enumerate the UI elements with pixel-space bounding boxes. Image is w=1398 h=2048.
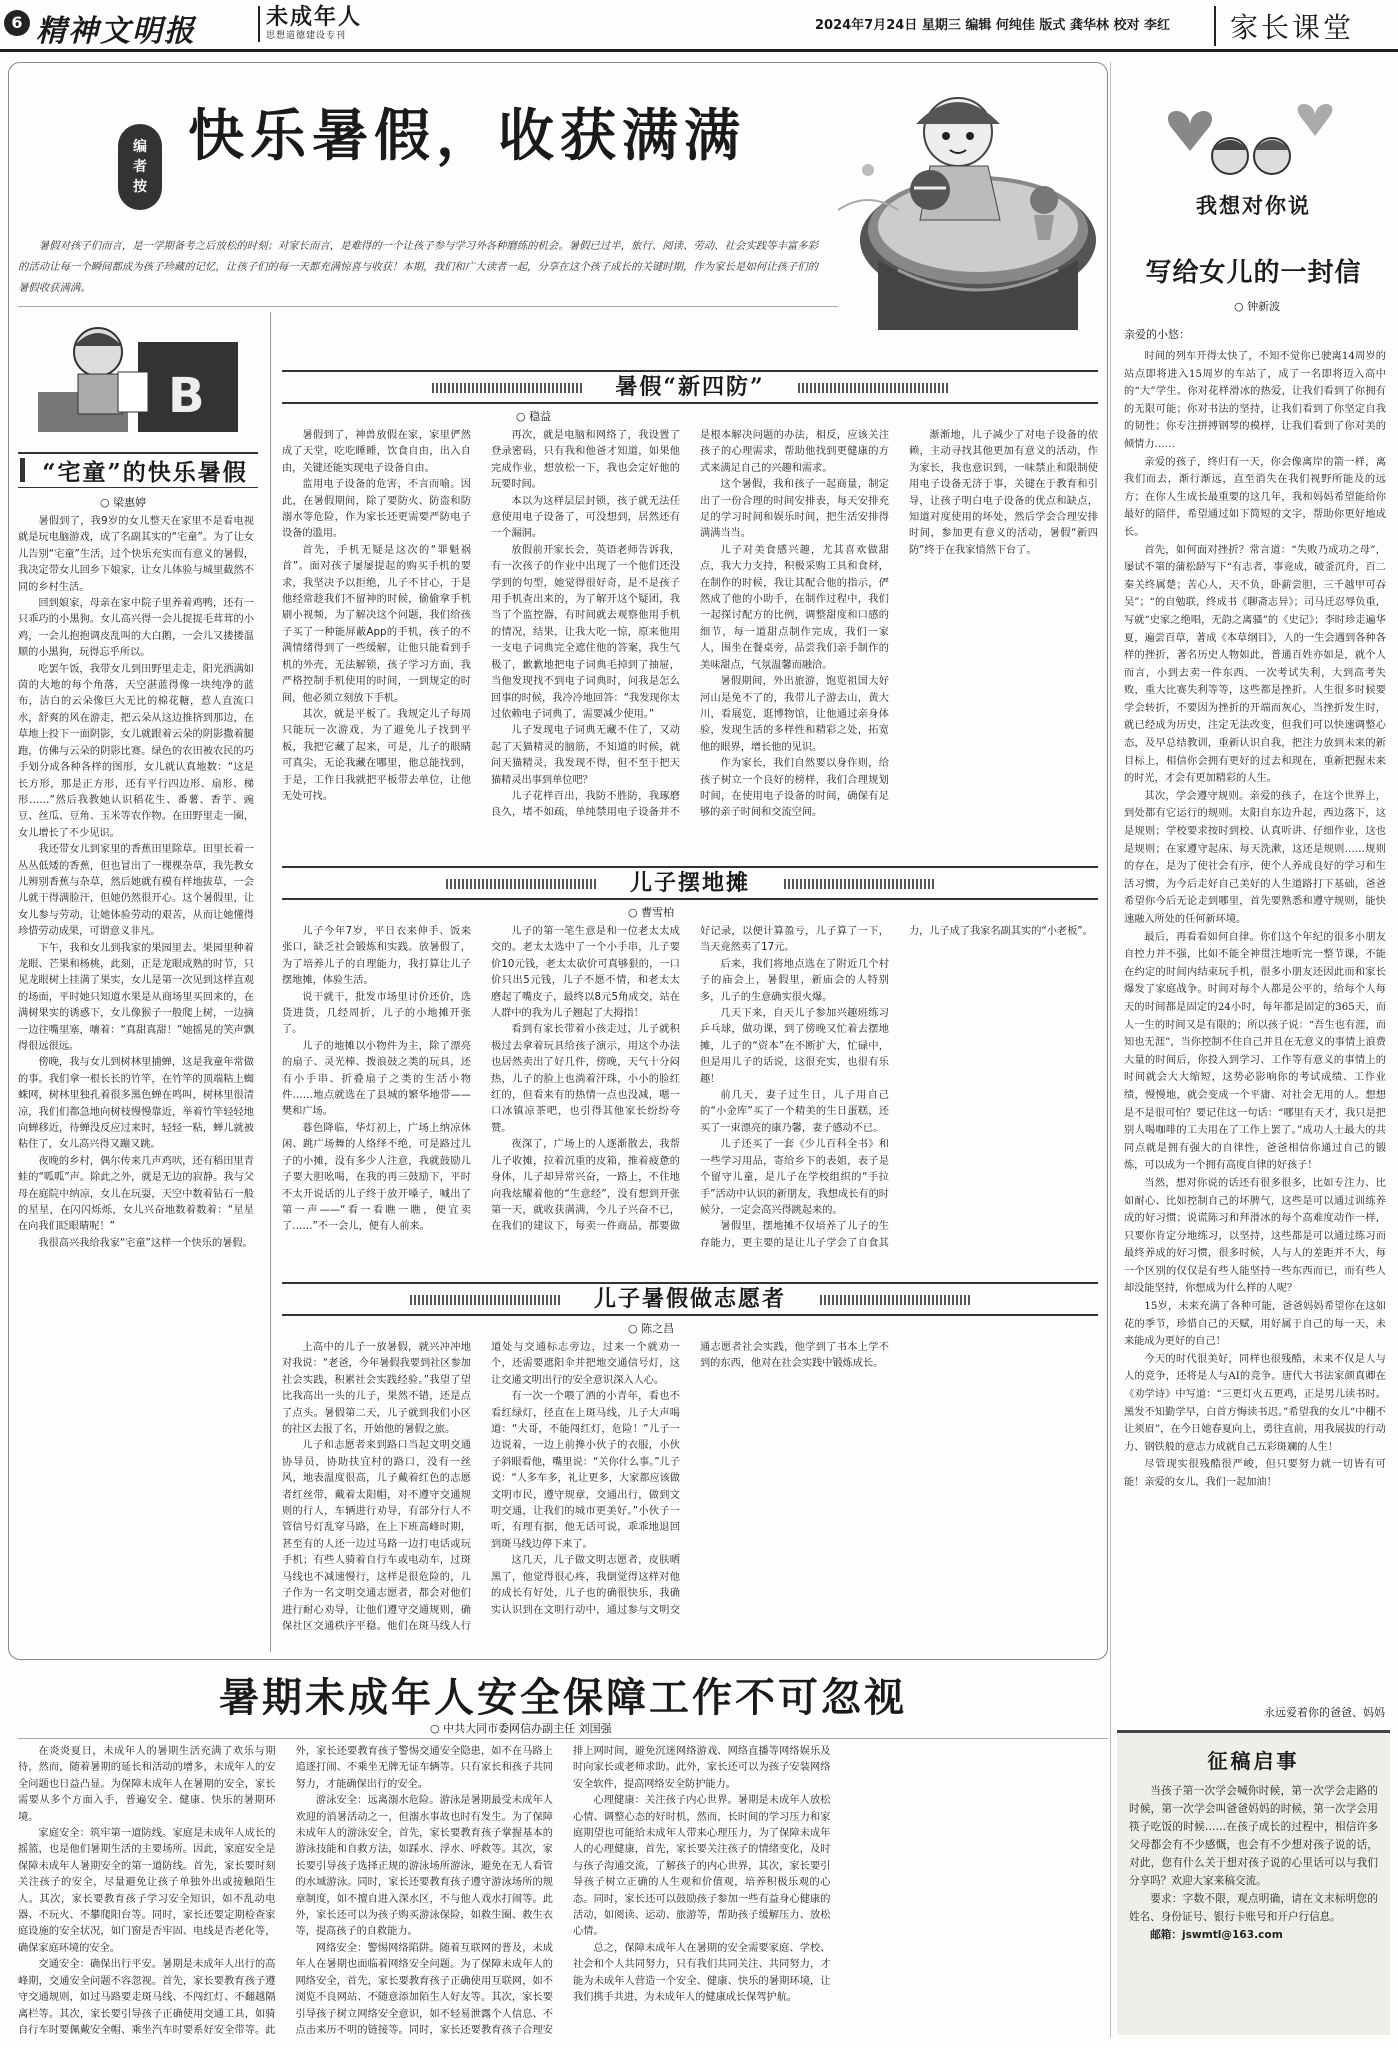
- title-bar-decor: [820, 1295, 970, 1305]
- paragraph: 家庭安全：筑牢第一道防线。家庭是未成年人成长的摇篮，也是他们暑期生活的主要场所。因此，家庭安全是保障未成年人暑期安全的第一道防线。首先，家长要时刻关注孩子的安全，尽量避免让孩子单独外出或接触陌生人。其次，家长要教育孩子学习安全知识，如不乱动电器、不玩火、不攀爬阳台等。同时，家长还要定期检查家庭设施的安全状况，如门窗是否牢固、电线是否老化等，确保家庭环境的安全。: [18, 1828, 276, 1954]
- letter-body: [1124, 348, 1386, 1698]
- paragraph: 这个暑假，我和孩子一起商量，制定出了一份合理的时间安排表，每天安排充足的学习时间和娱乐时间，把生活安排得满满当当。: [700, 479, 889, 540]
- sub-masthead: [258, 6, 362, 42]
- paragraph: 其次，就是平板了。我规定儿子每周只能玩一次游戏，为了避免儿子找到平板，我把它藏了起来，可是，儿子的眼睛可真尖，无论我藏在哪里，他总能找到，于是，工作日我就把平板带去单位，让他无处可找。: [282, 708, 471, 802]
- zhaitong-title-mark: [20, 458, 25, 482]
- title-bar-decor: [410, 1295, 560, 1305]
- paragraph: 暑假到了，我9岁的女儿整天在家里不是看电视就是玩电脑游戏，成了名副其实的“宅童”。为了让女儿告别“宅童”生活，过个快乐充实而有意义的暑假，我决定带女儿回乡下娘家，让女儿体验与城里截然不同的乡村生活。: [18, 516, 254, 593]
- paragraph: 暮色降临，华灯初上，广场上纳凉休闲、跳广场舞的人络绎不绝，可是路过儿子的小摊，没有多少人注意，我就鼓励儿子要大胆吆喝，在我的再三鼓励下，平时不太开说话的儿子终于放开嗓子，喊出了第一声——“看一看瞧一瞧，便宜卖了……”不一会儿，便有人前来。: [282, 1122, 471, 1233]
- paragraph: 再次，就是电脑和网络了，我设置了登录密码，只有我和他爸才知道，如果他完成作业，想放松一下，我也会定好他的玩要时间。: [491, 430, 680, 491]
- paragraph: 后来，我们将地点选在了附近几个村子的庙会上，暑假里，新庙会的人特别多，儿子的生意确实很火爆。: [700, 958, 889, 1003]
- page-header: [0, 0, 1398, 52]
- badge-char: 按: [133, 179, 147, 195]
- paragraph: 要求：字数不限，观点明确，请在文末标明您的姓名、身份证号、银行卡账号和开户行信息。: [1129, 1893, 1378, 1923]
- baidi-title-box: [282, 866, 1098, 900]
- paragraph: 傍晚，我与女儿到树林里捕蝉，这是我童年常做的事。我们拿一根长长的竹竿，在竹竿的顶端粘上蜘蛛网，树林里独孔着很多黑色蝉在鸣叫，树林里很清凉，我们们都急地向树枝慢慢靠近，举着竹竿轻轻地向蝉移近，待蝉没反应过来时，轻轻一粘，蝉儿就被粘住了，女儿高兴得又蹦又跳。: [18, 1057, 254, 1151]
- kids-hearts-illustration: [1150, 96, 1350, 196]
- paragraph: 渐渐地，儿子减少了对电子设备的依赖，主动寻找其他更加有意义的活动，作为家长，我也意识到，一味禁止和限制使用电子设备无济于事，关键在于教育和引导，让孩子明白电子设备的优点和缺点，知道对度使用的坏处，然后学会合理安排时间，参加更有意义的活动，暑假“新四防”终于在我家悄然下台了。: [909, 430, 1098, 556]
- paragraph: 暑假里，摆地摊不仅培养了儿子的生存能力，更主要的是让儿子学会了自食其力，儿子成了我家名副其实的“小老板”。: [700, 926, 1093, 1249]
- paragraph: 在炎炎夏日，未成年人的暑期生活充满了欢乐与期待，然而，随着暑期的延长和活动的增多，未成年人的安全问题也日益凸显。为保障未成年人在暑期的安全，家长需要从多个方面入手，普遍安全、健康、快乐的暑期环境。: [18, 1746, 276, 1823]
- zhaitong-body: [18, 514, 254, 1650]
- paragraph: 上高中的儿子一放暑假，就兴冲冲地对我说：“老爸，今年暑假我要到社区参加社会实践，积累社会实践经验。”我望了望比我高出一头的儿子，果然不错，还是点了点头。暑假第二天，儿子就到我们小区的社区去报了名，开始他的暑假之旅。: [282, 1342, 471, 1436]
- paragraph: 放假前开家长会，英语老师告诉我，有一次孩子的作业中出现了一个他们还没学到的句型，她觉得很好奇，是不是孩子用手机查出来的，为了解开这个疑团，我当了个监控器，有时间就去观察他用手机的情况，结果，让我大吃一惊，原来他用一支电子词典完全遮住他的答案，我生气极了，歉歉地把电子词典毛掉到了抽屉，当他发现找不到电子词典时，问我是怎么回事的时候，我冷冷地回答：“我发现你太过依赖电子词典了，需要减少使用。”: [491, 544, 680, 720]
- baidi-title: 儿子摆地摊: [629, 870, 750, 896]
- title-bar-decor: [798, 383, 948, 393]
- paragraph: 监用电子设备的危害，不言而喻。因此，在暑假期间，除了要防火、防盗和防溺水等危险，作为家长还更需要严防电子设备的滥用。: [282, 479, 471, 540]
- sifang-title-box: [282, 370, 1098, 404]
- boy-svg: [18, 312, 258, 442]
- girl-watermelon-illustration: [838, 70, 1104, 340]
- sub-masthead-subtitle: 思想道德建设专刊: [266, 31, 347, 41]
- paragraph: 有一次一个喂了酒的小青年，看也不看红绿灯，径直在上斑马线，儿子大声喝道：“大哥，不能闯红灯，危险！”儿子一边说着，一边上前搀小伙子的衣服，小伙子斜眼看他，嘴里说：“关你什么事。”儿子说：“人多车多，礼让更多，大家都应该做文明市民，遵守规章，交通出行，做到文明交通，让我们的城市更美好。”小伙子一听，有理有据，他无话可说，乖乖地退回到斑马线边停下来了。: [491, 1391, 680, 1550]
- zhiyuan-title: 儿子暑假做志愿者: [593, 1286, 786, 1312]
- baidi-byline: ○ 曹雪柏: [628, 906, 675, 919]
- paragraph: 这几天，儿子做文明志愿者，皮肤晒黑了，他觉得很心疼，我倒觉得这样对他的成长有好处，儿子也的确很快乐，我确实认识到在文明行动中，通过参与文明交通志愿者社会实践，他学到了书本上学不到的东西，他对在社会实践中锻炼成长。: [491, 1342, 889, 1616]
- editor-note-text: 暑假对孩子们而言，是一学期备考之后放松的时刻；对家长而言，是难得的一个让孩子参与学习外各种磨练的机会。暑假已过半，旅行、阅读、劳动、社会实践等丰富多彩的活动让每一个瞬间都成为孩子珍藏的记忆，让孩子们的每一天都充满惊喜与收获！本期，我们和广大读者一起，分享在这个孩子成长的关键时期，作为家长是如何让孩子们的暑假收获满满。: [18, 240, 819, 294]
- letter-byline: ○ 钟新波: [1234, 300, 1281, 313]
- column-divider: [270, 312, 271, 1652]
- paragraph: 我还带女儿到家里的香蕉田里除草。田里长着一丛丛低矮的香蕉，但也冒出了一棵棵杂草，我先教女儿辨别香蕉与杂草，然后她就有模有样地拔草，一会儿就干得满脸汗，但她仍然很开心。这个暑假里，让女儿参与劳动，让她体验劳动的艰苦，从而让她懂得珍惜劳动成果，可谓意义非凡。: [18, 844, 254, 938]
- paragraph: 网络安全：警惕网络陷阱。随着互联网的普及，未成年人在暑期也面临着网络安全问题。为了保障未成年人的网络安全，首先，家长要教育孩子正确使用互联网，如不浏览不良网站、不随意添加陌生人好友等。其次，家长要引导孩子树立网络安全意识，如不轻易泄露个人信息、不点击来历不明的链接等。同时，家长还要教育孩子合理安排上网时间，避免沉迷网络游戏、网络直播等网络娱乐及时向家长或老师求助。此外，家长还可以为孩子安装网络安全软件，提高网络安全防护能力。: [295, 1746, 831, 2036]
- section-name: 家长课堂: [1214, 6, 1354, 46]
- paragraph: 亲爱的孩子，终归有一天，你会像离岸的箭一样，离我们而去，渐行渐远，直至消失在我们视野所能及的远方；在你人生成长最重要的这几年，我和妈妈希望能给你最好的陪伴，希望通过如下简短的文字，帮助你更好地成长。: [1124, 456, 1386, 538]
- paragraph: 儿子的地摊以小物件为主，除了漂亮的扇子、灵光棒、拨浪鼓之类的玩具，还有小手串、折叠扇子之类的生活小物件……地点就选在了县城的繁华地带——樊和广场。: [282, 1040, 471, 1118]
- byline-author: 钟新波: [1247, 300, 1281, 313]
- paragraph: 儿子今年7岁，平日衣来伸手、饭来张口，缺乏社会锻炼和实践。放暑假了，为了培养儿子的自理能力，我打算让儿子摆地摊，体验生活。: [282, 926, 471, 987]
- letter-title: 写给女儿的一封信: [1145, 258, 1362, 288]
- paragraph: 暑假到了，神兽放假在家，家里俨然成了天堂，吃吃睡睡，饮食自由，出入自由，关键还能实现电子设备自由。: [282, 430, 471, 474]
- editor-note-badge: [118, 124, 162, 210]
- title-bar-decor: [784, 879, 934, 889]
- byline-author: 稳益: [529, 410, 552, 423]
- paragraph: 其次，学会遵守规则。亲爱的孩子，在这个世界上，到处都有它运行的规则。太阳自东边升起，西边落下，这是规则；学校要求按时到校、认真听讲、仔细作业，这也是规则；在家遵守起床、每天洗漱，这还是规则……规则的存在，是为了使社会有序，使个人养成良好的学习和生活习惯，为今后走好自己美好的人生道路打下基础，爸爸希望你今后无论走到哪里，首先要熟悉和遵守规则，能快速融入所处的任何新环境。: [1124, 790, 1386, 925]
- anquan-divider: [18, 1738, 1108, 1739]
- paragraph: 回到娘家，母亲在家中院子里养着鸡鸭，还有一只乖巧的小黑狗。女儿高兴得一会儿捉捉毛茸茸的小鸡，一会儿抱抱调皮乱叫的大白鹅，一会儿又搂搂温顺的小黑狗，玩得忘乎所以。: [18, 598, 254, 659]
- zhiyuan-body: [282, 1340, 1098, 1650]
- letter-signature: 永远爱着你的爸爸、妈妈: [1264, 1706, 1385, 1719]
- paragraph: 15岁，未来充满了各种可能，爸爸妈妈希望你在这如花的季节，珍惜自己的天赋，用好属于自己的每一天，未来能成为更好的自己！: [1124, 1301, 1386, 1348]
- notice-title: 征稿启事: [1207, 1749, 1300, 1773]
- issue-info: 2024年7月24日 星期三 编辑 何纯佳 版式 龚华林 校对 李红: [815, 18, 1170, 33]
- badge-char: 编: [133, 139, 147, 155]
- paragraph: 儿子还买了一套《少儿百科全书》和一些学习用品，寄给乡下的表姐，表子是个留守儿童，是儿子在学校组织的“手拉手”活动中认识的新朋友，我想成长有的时候分，一定会高兴得跳起来的。: [700, 1139, 889, 1216]
- zhiyuan-byline: ○ 陈之昌: [628, 1322, 675, 1335]
- paragraph: 儿子的第一笔生意是和一位老太太成交的。老太太选中了一个小手串，儿子要价10元钱，老太太砍价可真够狠的，一口价只出5元钱，儿子不愿不情，和老太太磨起了嘴皮子，最终以8元5角成交，站在人群中的我为儿子翘起了大拇指！: [491, 926, 680, 1020]
- call-for-papers-box: [1117, 1730, 1390, 2035]
- sifang-title: 暑假“新四防”: [615, 374, 765, 400]
- notice-body: [1117, 1782, 1390, 2032]
- page-number: 6: [4, 10, 30, 36]
- kids-svg: [1150, 96, 1350, 196]
- paragraph: 今天的时代很美好，同样也很残酷，未来不仅是人与人的竞争，还将是人与AI的竞争。唐代大书法家颜真卿在《劝学诗》中写道：“三更灯火五更鸡，正是男儿读书时。黑发不知勤学早，白首方悔读书迟。”希望我的女儿“中棚不让须眉”，在今日她春夏向上，勇往直前，用我展拔的行动力、钢铁般的意志力成就自己五彩斑斓的人生！: [1124, 1353, 1386, 1453]
- paragraph: 儿子和志愿者来到路口当起文明交通协导员，协助扶宜村的路口，没有一丝风，地表温度很高，儿子戴着红色的志愿者红丝带，戴着太阳帽，对不遵守交通规则的行人，车辆进行劝导，有部分行人不管信号灯乱穿马路，在上下班高峰时期，甚至有的人还一边过马路一边打电话或玩手机；有些人骑着自行车或电动车，过斑马线也不减速慢行，这样是很危险的，儿子作为一名文明交通志愿者，都会对他们进行耐心劝导，让他们遵守交通规则，确保社区交通秩序平稳。他们在斑马线人行道处与交通标志旁边，过来一个就劝一个，还需要遮阳伞并把地交通信号灯，这让交通文明出行的安全意识深入人心。: [282, 1342, 680, 1632]
- paragraph: 说干就干，批发市场里讨价还价，选货进货，几经周折，儿子的小地摊开张了。: [282, 991, 471, 1036]
- anquan-byline: ○ 中共大同市委网信办副主任 刘国强: [430, 1722, 612, 1735]
- sifang-byline: ○ 稳益: [516, 410, 552, 423]
- svg-text:B: B: [168, 368, 205, 424]
- masthead: 精神文明报: [36, 14, 196, 49]
- zhiyuan-title-box: [282, 1282, 1098, 1316]
- paragraph: 暑假期间，外出旅游，饱览祖国大好河山是免不了的，我带儿子游去山，黄大川，看展览，逛博物馆，让他通过亲身体验，发现生活的多样性和精彩之处，拓宽他的眼界，增长他的见识。: [700, 676, 889, 753]
- byline-author: 中共大同市委网信办副主任 刘国强: [443, 1722, 612, 1735]
- paragraph: 时间的列车开得太快了，不知不觉你已驶离14周岁的站点即将进入15周岁的车站了，成了一名即将迈入高中的“大”学生。你对花样滑冰的热爱，让我们看到了你拥有的无限可能；你对书法的坚持，让我们看到了你坚定自我的韧性；你专注拼搏钢琴的模样，让我们看到了你对美的倾情力……: [1124, 351, 1386, 450]
- zhaitong-title: “宅童”的快乐暑假: [42, 459, 248, 486]
- feature-main-title: 快乐暑假，收获满满: [188, 103, 746, 169]
- byline-author: 陈之昌: [641, 1322, 675, 1335]
- paragraph: 夜晚的乡村，偶尔传来几声鸡吠，还有稻田里青蛙的“呱呱”声。除此之外，就是无边的寂静。我与父母在庭院中纳凉，女儿在玩耍，天空中数着钻石一般的星星，在闪闪烁烁，女儿兴奋地数着数着：“星星在向我们眨眼睛呢！”: [18, 1155, 254, 1233]
- paragraph: 尽管现实很残酷很严峻，但只要努力就一切皆有可能！亲爱的女儿，我们一起加油！: [1124, 1459, 1386, 1488]
- sifang-body: [282, 428, 1098, 838]
- paragraph: 心理健康：关注孩子内心世界。暑期是未成年人放松心情、调整心态的好时机，然而，长时间的学习压力和家庭期望也可能给未成年人带来心理压力，为了保障未成年人的心理健康，首先，家长要关注孩子的情绪变化，及时与孩子沟通交流，了解孩子的内心世界，其次，家长要引导孩子树立正确的人生观和价值观，培养积极乐观的心态。同时，家长还可以鼓励孩子参加一些有益身心健康的活动，如阅读、运动、旅游等，帮助孩子缓解压力、放松心情。: [573, 1795, 831, 1938]
- zhaitong-byline: ○ 梁惠婷: [100, 496, 147, 509]
- title-bar-decor: [432, 383, 582, 393]
- paragraph: 儿子发现电子词典无藏不住了，又动起了天猫精灵的脑筋，不知道的时候，就问天猫精灵，我发现不得，但不至于把天猫精灵出事到单位吧？: [491, 725, 680, 786]
- paragraph: 作为家长，我们自然要以身作则，给孩子树立一个良好的榜样，我们合理规划时间，在使用电子设备的时间，确保有足够的亲子时间和交流空间。: [700, 758, 889, 819]
- badge-char: 者: [133, 159, 147, 175]
- paragraph: 游泳安全：远离溺水危险。游泳是暑期最受未成年人欢迎的消暑活动之一，但溺水事故也时有发生。为了保障未成年人的游泳安全，首先，家长要教育孩子掌握基本的游泳技能和自救方法，如踩水、浮水、呼救等。其次，家长要引导孩子选择正规的游泳场所游泳，避免在无人看管的水域游泳。同时，家长还要教育孩子遵守游泳场所的规章制度，如不擅自进入深水区，不与他人戏水打闹等。此外，家长还可以为孩子购买游泳保险，如救生圈、救生衣等，提高孩子的自救能力。: [295, 1795, 553, 1938]
- illustration-svg: [838, 70, 1104, 340]
- paragraph: 当孩子第一次学会喊你时候，第一次学会走路的时候，第一次学会叫爸爸妈妈的时候，第一次学会用筷子吃饭的时候……在孩子成长的过程中，相信许多父母都会有不少感慨，也会有不少想对孩子说的话，对此，您有什么关于想对孩子说的心里话可以与我们分享吗？欢迎大家来稿交流。: [1129, 1785, 1378, 1887]
- paragraph: 夜深了，广场上的人逐渐散去，我帮儿子收摊，拉着沉重的皮箱，推着疲惫的身体，儿子却异常兴奋，一路上，不住地向我炫耀着他的“生意经”，没有想到开张第一天，就收获满满，今儿子兴奋不已，在我们的建议下，每卖一件商品，都要做好记录，以便计算盈亏，儿子算了一下，当天竟然卖了17元。: [491, 926, 889, 1233]
- paragraph: 首先，手机无疑是这次的“罪魁祸首”。面对孩子屡屡提起的购买手机的要求，我坚决予以拒绝，儿子不甘心，于是他经常趁我们不留神的时候，偷偷拿手机刷小视频，为了解决这个问题，我们给孩子买了一种能屏蔽App的手机，孩子的不满情绪得到了一些缓解，让他只能看到手机的外壳，无法解锁，孩子学习方面，我严格控制手机使用的时间，一到规定的时间，他必须立刻放下手机。: [282, 544, 471, 704]
- paragraph: 交通安全：确保出行平安。暑期是未成年人出行的高峰期，交通安全问题不容忽视。首先，家长要教育孩子遵守交通规则，如过马路要走斑马线、不闯红灯、不翻越隔离栏等。其次，家长要引导孩子正确使用交通工具，如骑自行车时要佩戴安全帽、乘坐汽车时要系好安全带等。此外，家长还要教育孩子警惕交通安全隐患，如不在马路上追逐打闹、不乘坐无牌无证车辆等。只有家长和孩子共同努力，才能确保出行的安全。: [18, 1746, 553, 2036]
- paragraph: 儿子对美食感兴趣，尤其喜欢做甜点，我大力支持，积极采购工具和食材，在制作的时候，我让其配合他的指示，俨然成了他的小助手，在制作过程中，我们一起探讨配方的比例，调整甜度和口感的细节，每一道甜点制作完成，我们一家人，围坐在餐桌旁，品尝我们亲手制作的美味甜点，气氛温馨而融洽。: [700, 544, 889, 671]
- paragraph: 前几天，妻子过生日，儿子用自己的“小金库”买了一个精美的生日蛋糕，还买了一束漂亮的康乃馨，妻子感动不已。: [700, 1090, 889, 1134]
- byline-author: 梁惠婷: [113, 496, 147, 509]
- column-label: 我想对你说: [1196, 194, 1311, 218]
- paragraph: 我很高兴我给我家“宅童”这样一个快乐的暑假。: [38, 1237, 253, 1249]
- paragraph: 看到有家长带着小孩走过，儿子就积极过去拿着玩具给孩子演示，用这个办法也居然卖出了好几件，傍晚，天气十分闷热，儿子的脸上也淌着汗珠，小小的脸红红的，但看来有的热情一点也没减，嗯一口冰镇凉茶吧，也引得其他家长纷纷夸赞。: [491, 1024, 680, 1134]
- title-bar-decor: [446, 879, 596, 889]
- baidi-body: [282, 924, 1098, 1260]
- paragraph: 本以为这样层层封锁，孩子就无法任意使用电子设备了，可没想到，居然还有一个漏洞。: [491, 495, 680, 540]
- notice-email: 邮箱：jswmtl@163.com: [1150, 1929, 1283, 1941]
- paragraph: 儿子花样百出，我防不胜防，我琢磨良久，堵不如疏，单纯禁用电子设备并不是根本解决问题的办法，相反，应该关注孩子的心理需求，帮助他找到更健康的方式来满足自己的兴趣和需求。: [491, 430, 889, 819]
- paragraph: 吃罢午饭，我带女儿到田野里走走，阳光洒满如茵的大地的每个角落，天空湛蓝得像一块纯净的蓝布，洁白的云朵像巨大无比的棉花糖，惹人直流口水，舒爽的风在游走，把云朵从这边推挤到那边，在草地上投下一面阴影，女儿就跟着云朵的阴影撒着腿跑，仿佛与云朵的阴影比赛。绿色的农田被农民的巧手划分成各种各样的图形，女儿就认真地数：“这是长方形，那是正方形，还有平行四边形、扇形、梯形……”然后我教她认识稻花生、番薯、香芋、豌豆、丝瓜、豆角、玉米等农作物。在田野里走一圈，女儿增长了不少见识。: [18, 663, 254, 839]
- paragraph: 下午，我和女儿到我家的果园里去。果园里种着龙眼、芒果和杨桃，此刻，正是龙眼成熟的时节，只见龙眼树上挂满了果实，女儿是第一次见到这样直观的场面，平时她只知道水果是从商场里买回来的，在满树果实的诱惑下，女儿像猴子一般爬上树，一边摘一边往嘴里塞，嚷着：“真甜真甜！”她摇晃的笑声飘得很远很远。: [18, 942, 254, 1052]
- sub-masthead-title: 未成年人: [266, 5, 363, 30]
- paragraph: 当然，想对你说的话还有很多很多，比如专注力、比如耐心、比如控制自己的坏脾气，这些是可以通过训练养成的好习惯；说谎陈习和拜滑冰的每个高难度动作一样，只要你肯定分地练习，以坚持，这些都是可以通过练习而最终养成的好习惯，很多时候，人与人的差距并不大，每一个区别的仅仅是有些人能坚持一些东西而已，而有些人却没能坚持，你想成为什么样的人呢？: [1124, 1177, 1386, 1295]
- boy-reading-illustration: [18, 312, 258, 442]
- anquan-body: [18, 1744, 1108, 2040]
- letter-salutation: 亲爱的小悠：: [1124, 328, 1190, 341]
- paragraph: 总之，保障未成年人在暑期的安全需要家庭、学校、社会和个人共同努力，只有我们共同关注、共同努力，才能为未成年人营造一个安全、健康、快乐的暑期环境，让我们携手共进，为未成年人的健康成长保驾护航。: [573, 1942, 831, 2004]
- paragraph: 最后，再看看如何自律。你们这个年纪的很多小朋友自控力并不强，比如不能全神贯注地听完一整节课，不能在约定的时间内结束玩手机，很多小朋友还因此而和家长爆发了家庭战争。时间对每个人都是公平的，给每个人每天的时间都是固定的24小时，每年都是固定的365天，而人一生的时间又是有限的；所以孩子说：“吾生也有涯，而知也无涯”，当你控制不住自己并且在无意义的事情上浪费大量的时间后，你投入到学习、工作等有意义的事情上的时间就会大大缩短，这势必影响你的考试成绩、工作业绩，慢慢地，就会变成一个平庸、对社会无用的人。想想是不是很可怕？要记住这一句话：“哪里有天才，我只是把别人喝咖啡的工夫用在了工作上罢了。”成功人士最大的共同点就是拥有强大的自律性，爸爸相信你通过自己的锻炼，可以成为一个拥有高度自律的好孩子！: [1124, 931, 1386, 1172]
- right-column-divider: [1110, 62, 1111, 2038]
- paragraph: 几天下来，自天儿子参加兴趣班练习乒乓球，做功课，到了傍晚又忙着去摆地摊，儿子的“资本”在不断扩大，忙碌中，但是用儿子的话说，这很充实，也很有乐趣！: [700, 1008, 889, 1085]
- intro-divider: [18, 306, 838, 307]
- byline-author: 曹雪柏: [641, 906, 675, 919]
- anquan-title: 暑期未成年人安全保障工作不可忽视: [219, 1674, 907, 1721]
- paragraph: 首先，如何面对挫折？常言道：“失败乃成功之母”，屡试不第的蒲松龄写下“有志者，事竟成，破釜沉舟，百二秦关终属楚；苦心人，天不负，卧薪尝胆，三千越甲可吞吴”；“的自勉联，终成书《聊斋志异》；司马迁忍辱负重，写就“史家之绝唱，无韵之离骚”的《史记》；李时珍走遍华夏，遍尝百草，著成《本草纲目》，人的一生会遇到各种各样的挫折，著名历史人物如此，普通百姓亦如是，就个人而言，小到去卖一件东西、一次考试失利，大到高考失败，重大比赛失利等等，这些都是挫折。人生很多时候要学会转折，不要因为挫折的开端而灰心，当挫折发生时，就已经成为历史，注定无法改变，但我们可以快速调整心态，及早总结教训，重新认识自我，把注力放到未来的新目标上，相信你会拥有更好的过去和现在，重新把握未来的时光，才会有更加精彩的人生。: [1124, 544, 1386, 785]
